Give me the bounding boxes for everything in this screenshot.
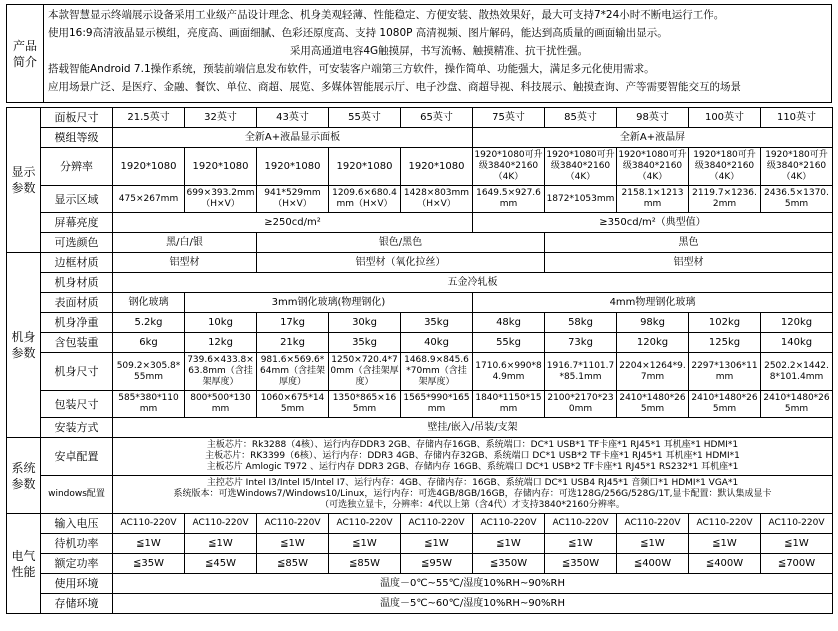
android-config-line: 主板芯片：Rk3288（4核）、运行内存DDR3 2GB、存储内存16GB、系统端口：DC*1 USB*1 TF卡座*1 RJ45*1 耳机座*1 HDMI*1 <box>206 440 739 450</box>
android-config-line: 主板芯片：RK3399（6核）、运行内存：DDR3 4GB、存储内存32GB、系统端口 DC*1 USB*2 TF卡座*1 RJ45*1 耳机座*1 HDMI*1 <box>205 451 740 461</box>
cell-resolution: 1920*1080 <box>401 148 473 186</box>
cell-net-weight: 48kg <box>473 313 545 333</box>
cell-panel-size: 43英寸 <box>257 108 329 128</box>
row-label-brightness: 屏幕亮度 <box>41 213 113 233</box>
cell-rated-power: ≦95W <box>401 554 473 574</box>
cell-input-voltage: AC110-220V <box>185 514 257 534</box>
cell-install: 壁挂/嵌入/吊装/支架 <box>113 418 833 438</box>
table-row <box>7 333 833 353</box>
cell-rated-power: ≦350W <box>545 554 617 574</box>
cell-brightness-right: ≥350cd/m²（典型值） <box>473 213 833 233</box>
cell-display-area: 1872*1053mm <box>545 186 617 213</box>
intro-paragraph: 采用高通道电容4G触摸屏，书写流畅、触摸精准、抗干扰性强。 <box>289 45 589 57</box>
table-row <box>7 293 833 313</box>
cell-display-area: 699×393.2mm（H×V） <box>185 186 257 213</box>
cell-resolution: 1920*1080可升级3840*2160（4K） <box>545 148 617 186</box>
cell-gross-weight: 35kg <box>329 333 401 353</box>
cell-net-weight: 30kg <box>329 313 401 333</box>
row-label-body-material: 机身材质 <box>41 273 113 293</box>
cell-gross-weight: 140kg <box>761 333 833 353</box>
cell-gross-weight: 21kg <box>257 333 329 353</box>
row-label-use-env: 使用环境 <box>41 574 113 594</box>
cell-input-voltage: AC110-220V <box>617 514 689 534</box>
cell-panel-size: 32英寸 <box>185 108 257 128</box>
cell-standby-power: ≦1W <box>113 534 185 554</box>
row-label-android-config: 安卓配置 <box>41 438 113 476</box>
cell-rated-power: ≦85W <box>329 554 401 574</box>
cell-panel-size: 100英寸 <box>689 108 761 128</box>
cell-resolution: 1920*1080 <box>257 148 329 186</box>
cell-resolution: 1920*1080 <box>113 148 185 186</box>
cell-windows-config <box>113 476 833 514</box>
cell-net-weight: 58kg <box>545 313 617 333</box>
cell-use-env: 温度－0℃~55℃/湿度10%RH~90%RH <box>113 574 833 594</box>
cell-standby-power: ≦1W <box>185 534 257 554</box>
cell-standby-power: ≦1W <box>257 534 329 554</box>
cell-display-area: 2436.5×1370.5mm <box>761 186 833 213</box>
cell-display-area: 941*529mm（H×V） <box>257 186 329 213</box>
spec-table <box>6 107 833 614</box>
cell-frame-material: 铝型材 <box>545 253 833 273</box>
row-label-package-size: 包装尺寸 <box>41 391 113 418</box>
cell-machine-size: 2297*1306*11mm <box>689 353 761 391</box>
cell-color-option: 银色/黑色 <box>257 233 545 253</box>
row-label-surface-material: 表面材质 <box>41 293 113 313</box>
cell-input-voltage: AC110-220V <box>329 514 401 534</box>
cell-machine-size: 1916.7*1101.7*85.1mm <box>545 353 617 391</box>
table-row <box>7 233 833 253</box>
row-label-display-area: 显示区域 <box>41 186 113 213</box>
android-config-line: 主板芯片 Amlogic T972 、运行内存 DDR3 2GB、存储内存 16GB、系统端口 DC*1 USB*2 TF卡座*1 RJ45*1 RS232*1 耳机座*1 <box>206 462 739 472</box>
cell-surface-material: 钢化玻璃 <box>113 293 185 313</box>
row-label-windows-config: windows配置 <box>41 476 113 514</box>
cell-input-voltage: AC110-220V <box>689 514 761 534</box>
table-row <box>7 554 833 574</box>
table-row <box>7 108 833 128</box>
cell-resolution: 1920*1080 <box>329 148 401 186</box>
cell-package-size: 2100*2170*230mm <box>545 391 617 418</box>
cell-package-size: 1060×675*145mm <box>257 391 329 418</box>
cell-panel-size: 55英寸 <box>329 108 401 128</box>
row-label-resolution: 分辨率 <box>41 148 113 186</box>
category-display: 显示 参数 <box>7 108 41 253</box>
table-row <box>7 534 833 554</box>
cell-package-size: 2410*1480*265mm <box>617 391 689 418</box>
cell-machine-size: 739.6×433.8×63.8mm（含挂架厚度） <box>185 353 257 391</box>
row-label-rated-power: 额定功率 <box>41 554 113 574</box>
cell-package-size: 1350*865×165mm <box>329 391 401 418</box>
cell-rated-power: ≦400W <box>689 554 761 574</box>
cell-panel-size: 110英寸 <box>761 108 833 128</box>
cell-rated-power: ≦700W <box>761 554 833 574</box>
cell-input-voltage: AC110-220V <box>545 514 617 534</box>
cell-panel-size: 98英寸 <box>617 108 689 128</box>
cell-resolution: 1920*1080可升级3840*2160（4K） <box>473 148 545 186</box>
intro-category-label: 产品 简介 <box>7 5 44 103</box>
cell-rated-power: ≦400W <box>617 554 689 574</box>
intro-text <box>44 5 832 103</box>
cell-store-env: 温度－5℃~60℃/湿度10%RH~90%RH <box>113 594 833 614</box>
cell-input-voltage: AC110-220V <box>473 514 545 534</box>
cell-machine-size: 981.6×569.6*64mm（含挂架厚度） <box>257 353 329 391</box>
cell-net-weight: 120kg <box>761 313 833 333</box>
cell-panel-size: 85英寸 <box>545 108 617 128</box>
row-label-panel-size: 面板尺寸 <box>41 108 113 128</box>
table-row <box>7 213 833 233</box>
cell-input-voltage: AC110-220V <box>113 514 185 534</box>
cell-net-weight: 5.2kg <box>113 313 185 333</box>
table-row <box>7 148 833 186</box>
cell-display-area: 1209.6×680.4mm（H×V） <box>329 186 401 213</box>
cell-package-size: 1840*1150*15mm <box>473 391 545 418</box>
cell-net-weight: 35kg <box>401 313 473 333</box>
cell-gross-weight: 73kg <box>545 333 617 353</box>
cell-frame-material: 铝型材 <box>113 253 257 273</box>
windows-config-line: 系统版本：可选Windows7/Windows10/Linux，运行内存：可选4GB/8GB/16GB，存储内存：可选128G/256G/528G/1T,显卡配置：默认集成显卡 <box>173 489 772 499</box>
cell-net-weight: 98kg <box>617 313 689 333</box>
cell-resolution: 1920*1080 <box>185 148 257 186</box>
row-label-standby-power: 待机功率 <box>41 534 113 554</box>
cell-gross-weight: 6kg <box>113 333 185 353</box>
cell-display-area: 2158.1×1213mm <box>617 186 689 213</box>
cell-module-grade-b: 全新A+液晶屏 <box>473 128 833 148</box>
row-label-input-voltage: 输入电压 <box>41 514 113 534</box>
table-row <box>7 186 833 213</box>
category-electrical: 电气 性能 <box>7 514 41 614</box>
cell-gross-weight: 12kg <box>185 333 257 353</box>
windows-config-line: 主控芯片 Intel I3/Intel I5/Intel I7、运行内存：4GB、存储内存：16GB、系统端口 DC*1 USB4 RJ45*1 音频口*1 HDMI*1 VGA*1 <box>206 478 739 488</box>
table-row <box>7 313 833 333</box>
cell-net-weight: 10kg <box>185 313 257 333</box>
row-label-module-grade: 模组等级 <box>41 128 113 148</box>
cell-rated-power: ≦85W <box>257 554 329 574</box>
cell-machine-size: 1468.9×845.6*70mm（含挂架厚度） <box>401 353 473 391</box>
table-row <box>7 391 833 418</box>
cell-gross-weight: 40kg <box>401 333 473 353</box>
intro-table <box>6 4 832 103</box>
cell-gross-weight: 120kg <box>617 333 689 353</box>
cell-rated-power: ≦350W <box>473 554 545 574</box>
cell-module-grade-a: 全新A+液晶显示面板 <box>113 128 473 148</box>
cell-standby-power: ≦1W <box>761 534 833 554</box>
intro-paragraph: 本款智慧显示终端展示设备采用工业级产品设计理念、机身美观轻薄、性能稳定、方便安装、散热效果好，最大可支持7*24小时不断电运行工作。 <box>48 9 725 21</box>
cell-body-material: 五金冷轧板 <box>113 273 833 293</box>
intro-paragraph: 应用场景广泛、是医疗、金融、餐饮、单位、商超、展览、多媒体智能展示厅、电子沙盘、商超导视、科技展示、触摸查询、产等需要智能交互的场景 <box>48 81 741 93</box>
cell-display-area: 475×267mm <box>113 186 185 213</box>
row-label-net-weight: 机身净重 <box>41 313 113 333</box>
category-system: 系统 参数 <box>7 438 41 514</box>
table-row <box>7 514 833 534</box>
cell-machine-size: 509.2×305.8*55mm <box>113 353 185 391</box>
intro-paragraph: 使用16:9高清液晶显示模组，亮度高、画面细腻、色彩还原度高、支持 1080P 高清视频、图片解码，能达到高质量的画面输出显示。 <box>48 27 668 39</box>
table-row <box>7 438 833 476</box>
table-row <box>7 128 833 148</box>
cell-package-size: 2410*1480*265mm <box>689 391 761 418</box>
cell-standby-power: ≦1W <box>545 534 617 554</box>
cell-surface-material: 3mm钢化玻璃(物理钢化) <box>185 293 473 313</box>
table-row <box>7 273 833 293</box>
cell-display-area: 2119.7×1236.2mm <box>689 186 761 213</box>
cell-standby-power: ≦1W <box>689 534 761 554</box>
cell-color-option: 黑/白/银 <box>113 233 257 253</box>
cell-machine-size: 2502.2×1442.8*101.4mm <box>761 353 833 391</box>
row-label-install: 安装方式 <box>41 418 113 438</box>
cell-brightness-left: ≥250cd/m² <box>113 213 473 233</box>
windows-config-line: （可选独立显卡，分辨率：4代以上第（含4代）才支持3840*2160分辨率。 <box>320 500 625 510</box>
cell-display-area: 1649.5×927.6mm <box>473 186 545 213</box>
cell-frame-material: 铝型材（氧化拉丝） <box>257 253 545 273</box>
cell-panel-size: 75英寸 <box>473 108 545 128</box>
cell-package-size: 2410*1480*265mm <box>761 391 833 418</box>
table-row <box>7 253 833 273</box>
cell-android-config <box>113 438 833 476</box>
cell-input-voltage: AC110-220V <box>761 514 833 534</box>
cell-input-voltage: AC110-220V <box>401 514 473 534</box>
cell-standby-power: ≦1W <box>473 534 545 554</box>
cell-net-weight: 102kg <box>689 313 761 333</box>
intro-paragraph: 搭载智能Android 7.1操作系统，预装前端信息发布软件，可安装客户端第三方软件，操作简单、功能强大，满足多元化使用需求。 <box>48 63 655 75</box>
table-row <box>7 476 833 514</box>
category-body: 机身 参数 <box>7 253 41 438</box>
row-label-machine-size: 机身尺寸 <box>41 353 113 391</box>
cell-standby-power: ≦1W <box>617 534 689 554</box>
table-row <box>7 353 833 391</box>
cell-color-option: 黑色 <box>545 233 833 253</box>
cell-machine-size: 1710.6×990*84.9mm <box>473 353 545 391</box>
cell-input-voltage: AC110-220V <box>257 514 329 534</box>
cell-gross-weight: 125kg <box>689 333 761 353</box>
cell-surface-material: 4mm物理钢化玻璃 <box>473 293 833 313</box>
cell-rated-power: ≦45W <box>185 554 257 574</box>
cell-package-size: 1565*990*165mm <box>401 391 473 418</box>
table-row <box>7 418 833 438</box>
cell-rated-power: ≦35W <box>113 554 185 574</box>
cell-resolution: 1920*180可升级3840*2160（4K） <box>689 148 761 186</box>
cell-panel-size: 65英寸 <box>401 108 473 128</box>
cell-machine-size: 1250×720.4*70mm（含挂架厚度） <box>329 353 401 391</box>
row-label-color-options: 可选颜色 <box>41 233 113 253</box>
cell-package-size: 585*380*110mm <box>113 391 185 418</box>
row-label-frame-material: 边框材质 <box>41 253 113 273</box>
cell-machine-size: 2204×1264*9.7mm <box>617 353 689 391</box>
row-label-gross-weight: 含包装重 <box>41 333 113 353</box>
cell-panel-size: 21.5英寸 <box>113 108 185 128</box>
cell-net-weight: 17kg <box>257 313 329 333</box>
cell-display-area: 1428×803mm（H×V） <box>401 186 473 213</box>
cell-gross-weight: 55kg <box>473 333 545 353</box>
cell-package-size: 800*500*130mm <box>185 391 257 418</box>
row-label-store-env: 存储环境 <box>41 594 113 614</box>
table-row <box>7 574 833 594</box>
cell-standby-power: ≦1W <box>401 534 473 554</box>
table-row <box>7 594 833 614</box>
cell-resolution: 1920*180可升级3840*2160（4K） <box>761 148 833 186</box>
intro-row <box>7 5 832 103</box>
cell-resolution: 1920*1080可升级3840*2160（4K） <box>617 148 689 186</box>
cell-standby-power: ≦1W <box>329 534 401 554</box>
